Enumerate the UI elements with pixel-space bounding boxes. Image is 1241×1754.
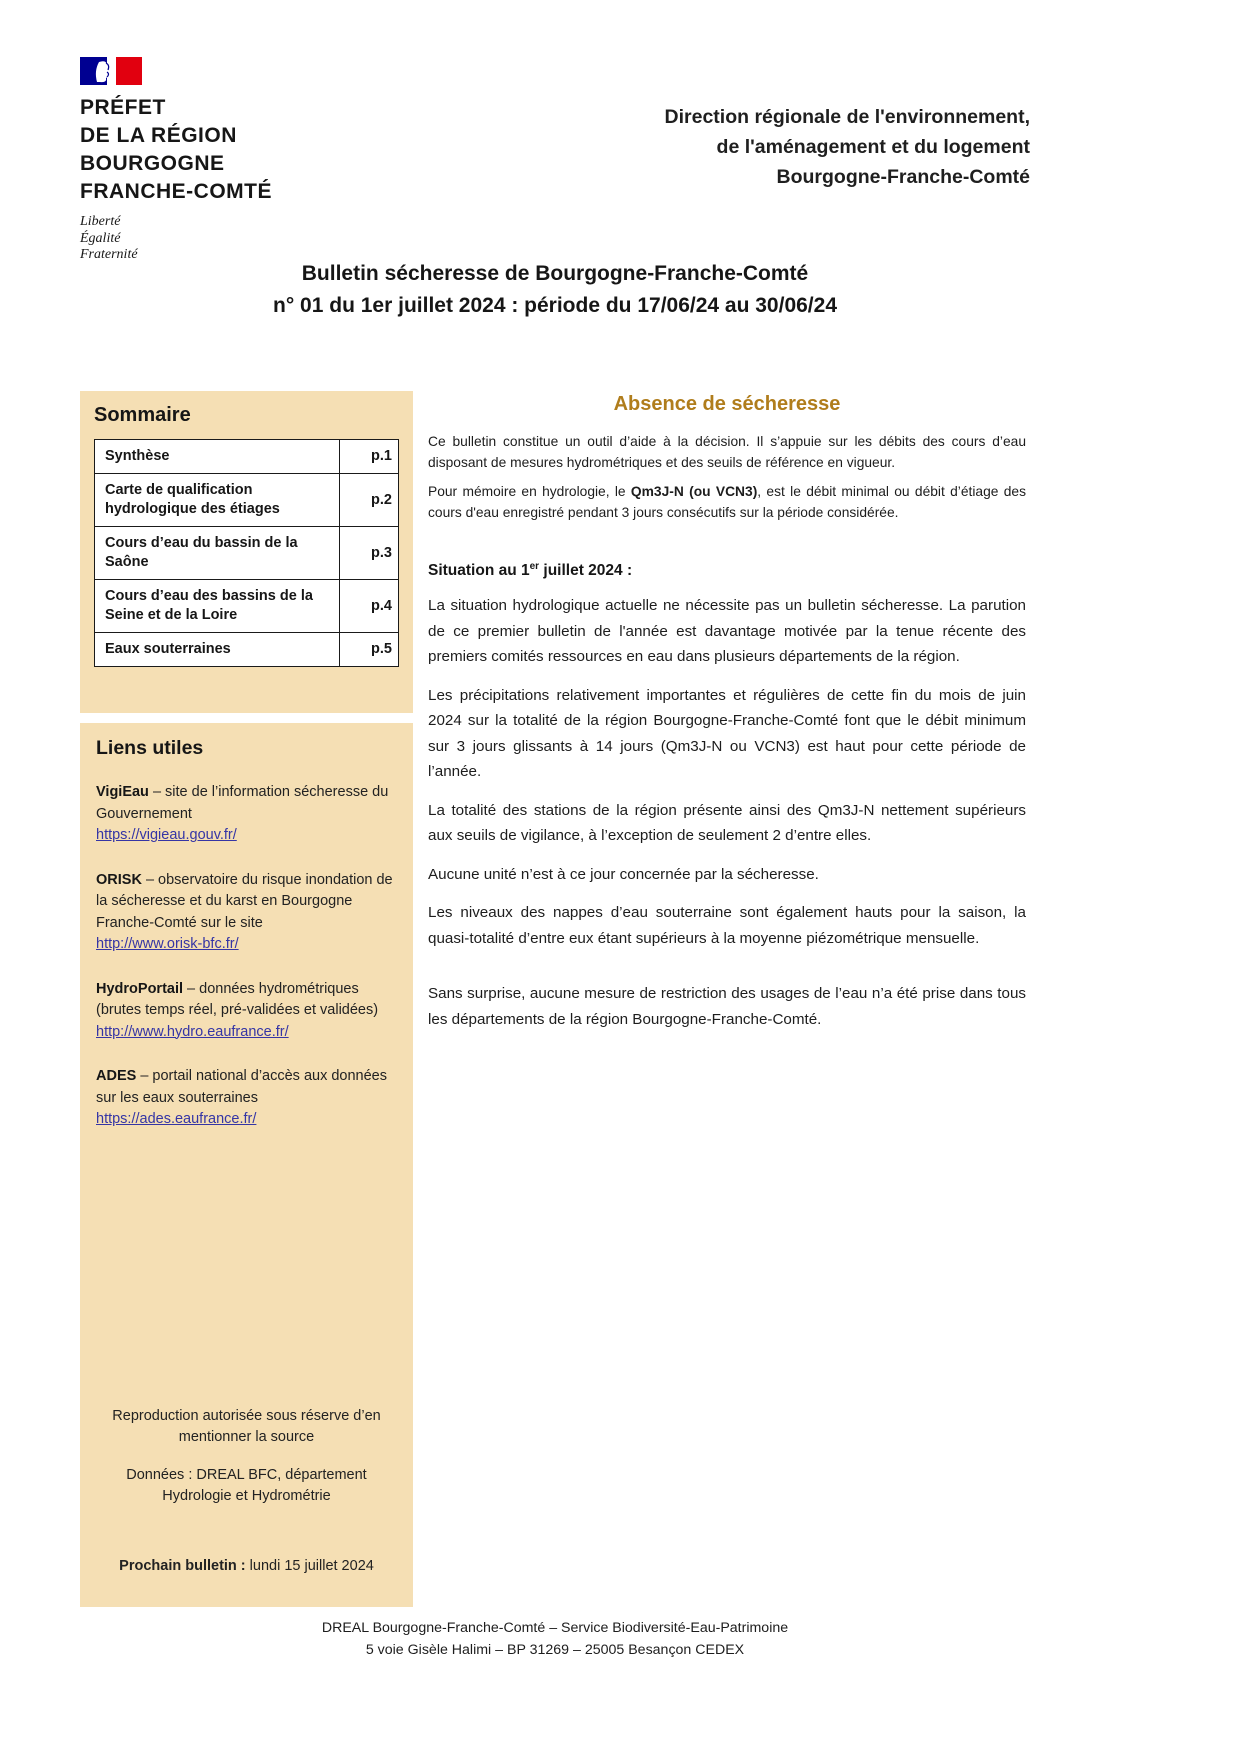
- link-url-orisk[interactable]: http://www.orisk-bfc.fr/: [96, 936, 239, 952]
- row-label: Cours d’eau des bassins de la Seine et de la Loire: [95, 580, 340, 633]
- next-bulletin-label: Prochain bulletin :: [119, 1557, 246, 1574]
- bulletin-title-line1: Bulletin sécheresse de Bourgogne-Franche-Comté: [301, 262, 809, 285]
- intro2-pre: Pour mémoire en hydrologie, le: [428, 484, 631, 499]
- organization-name: [430, 102, 1030, 192]
- table-row: [95, 474, 399, 527]
- link-item-hydroportail: [96, 979, 397, 1044]
- prefecture-logo-block: [80, 57, 380, 264]
- row-label: Eaux souterraines: [95, 633, 340, 667]
- situation-sup: er: [529, 561, 540, 572]
- motto-line: Fraternité: [80, 247, 138, 262]
- body-paragraph-4: Aucune unité n’est à ce jour concernée par la sécheresse.: [428, 865, 819, 883]
- sommaire-heading: Sommaire: [94, 404, 191, 426]
- bulletin-title: [80, 258, 1030, 322]
- link-url-hydroportail[interactable]: http://www.hydro.eaufrance.fr/: [96, 1023, 289, 1040]
- drought-status-heading: Absence de sécheresse: [613, 393, 841, 415]
- link-name: HydroPortail: [96, 980, 184, 997]
- link-item-vigieau: [96, 782, 397, 847]
- row-page: p.2: [340, 474, 399, 527]
- org-line: Bourgogne-Franche-Comté: [776, 166, 1030, 188]
- reproduction-note: Reproduction autorisée sous réserve d’en mentionner la source: [112, 1407, 381, 1445]
- main-content: [428, 393, 1026, 1032]
- table-row: [95, 580, 399, 633]
- body-paragraph-3: La totalité des stations de la région présente ainsi des Qm3J-N nettement supérieurs aux seuils de vigilance, à l’exception de seulement 2 d’entre elles.: [428, 801, 1026, 845]
- link-item-orisk: [96, 870, 397, 956]
- body-paragraph-6: Sans surprise, aucune mesure de restriction des usages de l’eau n’a été prise dans tous les départements de la région Bourgogne-Franche-Comté.: [428, 985, 1026, 1028]
- link-item-ades: [96, 1066, 397, 1131]
- republic-motto: [80, 214, 380, 264]
- row-label: Synthèse: [95, 440, 340, 474]
- data-source-note: Données : DREAL BFC, département Hydrologie et Hydrométrie: [126, 1466, 367, 1504]
- link-url-vigieau[interactable]: https://vigieau.gouv.fr/: [96, 827, 237, 843]
- link-desc: – données hydrométriques (brutes temps réel, pré-validées et validées): [96, 980, 379, 1018]
- table-row: [95, 633, 399, 667]
- row-page: p.3: [340, 527, 399, 580]
- prefecture-name: [80, 94, 380, 206]
- org-line: Direction régionale de l'environnement,: [664, 106, 1030, 128]
- link-desc: – portail national d’accès aux données sur les eaux souterraines: [96, 1068, 387, 1106]
- table-row: [95, 440, 399, 474]
- body-paragraph-5: Les niveaux des nappes d’eau souterraine sont également hauts pour la saison, la quasi-totalité d’entre eux étant supérieurs à la moyenne piézométrique mensuelle.: [428, 904, 1026, 947]
- row-page: p.5: [340, 633, 399, 667]
- motto-line: Égalité: [80, 230, 121, 246]
- row-page: p.4: [340, 580, 399, 633]
- situation-pre: Situation au 1: [428, 562, 530, 580]
- body-paragraph-2: Les précipitations relativement importantes et régulières de cette fin du mois de juin 2024 sur la totalité de la région Bourgogne-Franche-Comté font que le débit minimum sur 3 jours glissants à 14 jours (Qm3J-N ou VCN3) est haut pour cette période de l’année.: [428, 686, 1026, 781]
- prefecture-line: FRANCHE-COMTÉ: [80, 180, 272, 203]
- intro-paragraph-1: Ce bulletin constitue un outil d’aide à la décision. Il s’appuie sur les débits des cours d’eau disposant de mesures hydrométriques et des seuils de référence en vigueur.: [428, 434, 1026, 470]
- french-flag-icon: [80, 57, 142, 85]
- intro-paragraph-2: [428, 482, 1026, 523]
- liens-utiles-panel: [80, 723, 413, 1607]
- prefecture-line: PRÉFET: [80, 96, 166, 119]
- prefecture-line: DE LA RÉGION: [80, 124, 237, 147]
- row-label: Carte de qualification hydrologique des étiages: [95, 474, 340, 527]
- link-name: VigiEau: [96, 784, 149, 800]
- footer: [80, 1617, 1030, 1661]
- situation-heading: [428, 561, 1026, 580]
- footer-line2: 5 voie Gisèle Halimi – BP 31269 – 25005 Besançon CEDEX: [365, 1642, 745, 1658]
- situation-post: juillet 2024 :: [539, 562, 633, 580]
- link-name: ADES: [96, 1068, 137, 1084]
- prefecture-line: BOURGOGNE: [80, 152, 225, 175]
- intro2-term: Qm3J-N (ou VCN3): [630, 484, 758, 499]
- liens-utiles-heading: Liens utiles: [96, 737, 204, 759]
- org-line: de l'aménagement et du logement: [716, 136, 1030, 158]
- next-bulletin-note: [96, 1556, 397, 1578]
- sommaire-table: [94, 439, 399, 667]
- footer-line1: DREAL Bourgogne-Franche-Comté – Service Biodiversité-Eau-Patrimoine: [321, 1620, 789, 1636]
- link-desc: – site de l’information sécheresse du Gouvernement: [96, 784, 389, 822]
- bulletin-title-line2: n° 01 du 1er juillet 2024 : période du 17/06/24 au 30/06/24: [273, 294, 837, 317]
- motto-line: Liberté: [80, 214, 121, 229]
- row-label: Cours d’eau du bassin de la Saône: [95, 527, 340, 580]
- link-desc: – observatoire du risque inondation de la sécheresse et du karst en Bourgogne Franche-Comté sur le site: [96, 871, 393, 931]
- intro2-post: , est le débit minimal ou débit d’étiage des cours d'eau enregistré pendant 3 jours consécutifs sur la période considérée.: [428, 484, 1026, 520]
- link-url-ades[interactable]: https://ades.eaufrance.fr/: [96, 1111, 257, 1127]
- sommaire-panel: [80, 391, 413, 713]
- body-paragraph-1: La situation hydrologique actuelle ne nécessite pas un bulletin sécheresse. La parution de ce premier bulletin de l'année est davantage motivée par la tenue récente des premiers comités ressources en eau dans plusieurs départements de la région.: [428, 597, 1026, 666]
- table-row: [95, 527, 399, 580]
- next-bulletin-date: lundi 15 juillet 2024: [245, 1557, 374, 1574]
- row-page: p.1: [340, 440, 399, 474]
- link-name: ORISK: [96, 871, 142, 888]
